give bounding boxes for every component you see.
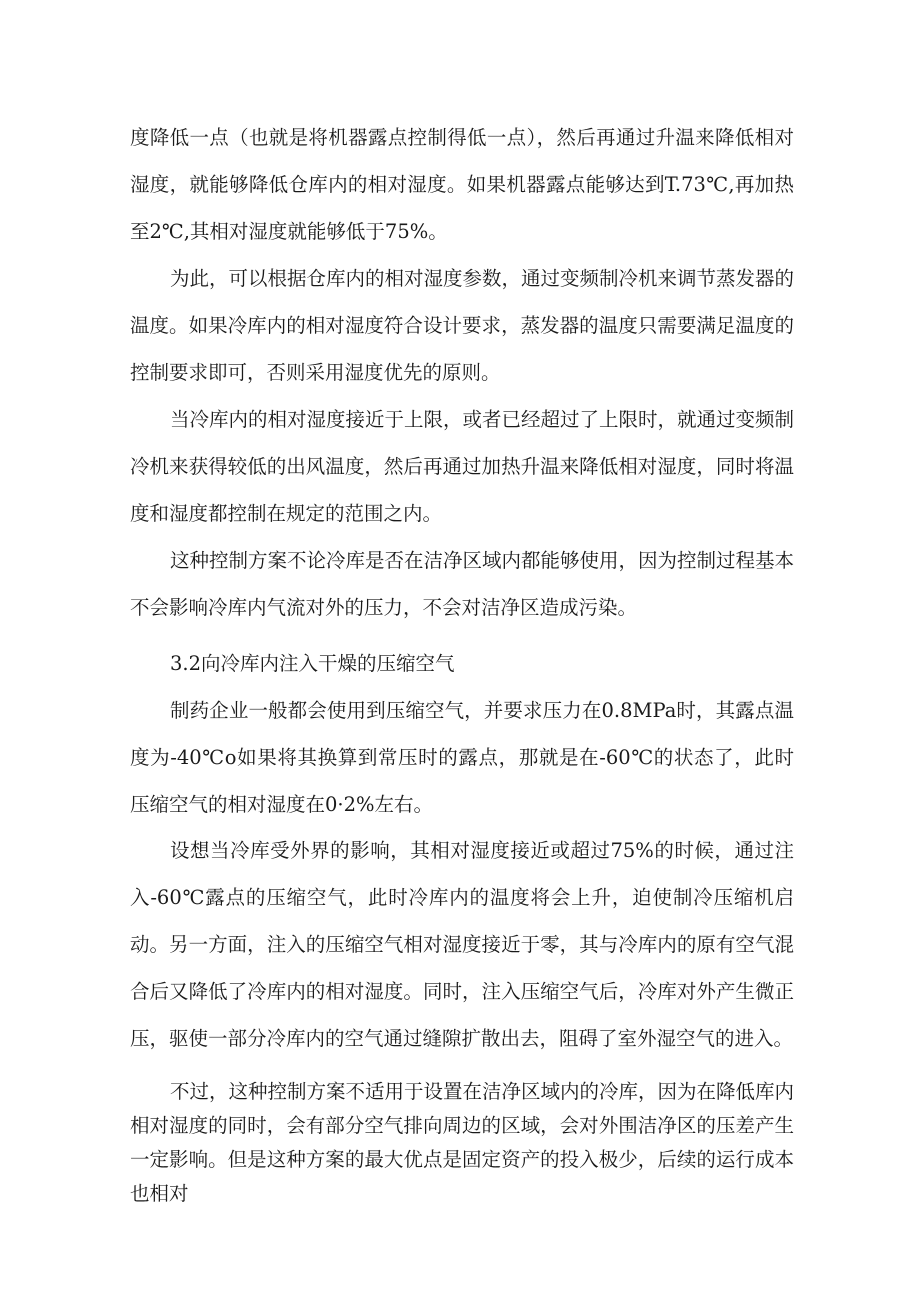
paragraph-variable-frequency: 为此，可以根据仓库内的相对湿度参数，通过变频制冷机来调节蒸发器的温度。如果冷库内的相对湿度符合设计要求，蒸发器的温度只需要满足温度的控制要求即可，否则采用湿度优先的原则。	[130, 267, 795, 384]
paragraph-clean-area: 这种控制方案不论冷库是否在洁净区域内都能够使用，因为控制过程基本不会影响冷库内气流对外的压力，不会对洁净区造成污染。	[130, 549, 795, 619]
paragraph-compressed-air: 制药企业一般都会使用到压缩空气，并要求压力在0.8MPa时，其露点温度为-40℃o如果将其换算到常压时的露点，那就是在-60℃的状态了，此时压缩空气的相对湿度在0·2%左右。	[130, 699, 794, 816]
paragraph-limitations: 不过，这种控制方案不适用于设置在洁净区域内的冷库，因为在降低库内相对湿度的同时，会有部分空气排向周边的区域，会对外围洁净区的压差产生一定影响。但是这种方案的最大优点是固定资产的投入极少，后续的运行成本也相对	[130, 1080, 795, 1205]
paragraph-dew-point-control: 度降低一点（也就是将机器露点控制得低一点），然后再通过升温来降低相对湿度，就能够降低仓库内的相对湿度。如果机器露点能够达到T.73℃,再加热至2℃,其相对湿度就能够低于75%。	[130, 126, 794, 243]
paragraph-injection-scenario: 设想当冷库受外界的影响，其相对湿度接近或超过75%的时候，通过注入-60℃露点的压缩空气，此时冷库内的温度将会上升，迫使制冷压缩机启动。另一方面，注入的压缩空气相对湿度接近于零，其与冷库内的原有空气混合后又降低了冷库内的相对湿度。同时，注入压缩空气后，冷库对外产生微正压，驱使一部分冷库内的空气通过缝隙扩散出去，阻碍了室外湿空气的进入。	[130, 839, 794, 1050]
section-heading-3-2: 3.2向冷库内注入干燥的压缩空气	[170, 652, 455, 675]
paragraph-upper-limit: 当冷库内的相对湿度接近于上限，或者已经超过了上限时，就通过变频制冷机来获得较低的出风温度，然后再通过加热升温来降低相对湿度，同时将温度和湿度都控制在规定的范围之内。	[130, 408, 795, 525]
